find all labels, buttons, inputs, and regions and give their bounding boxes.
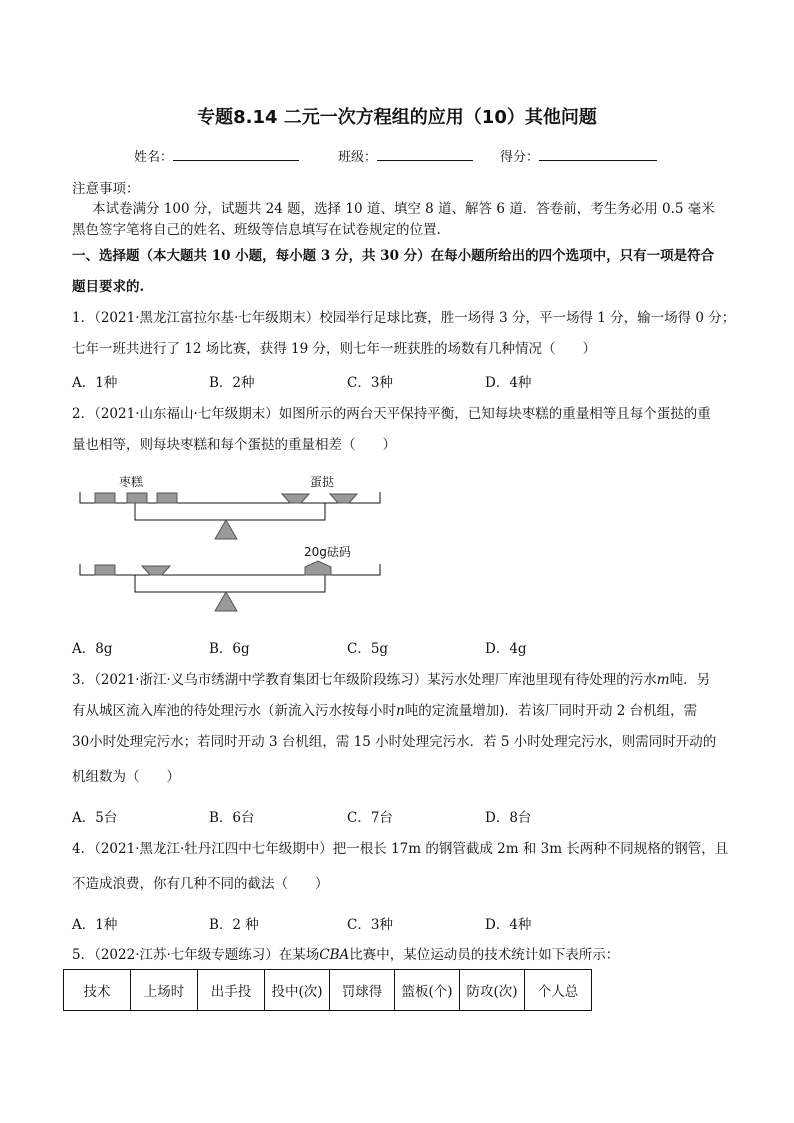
tart-shape [142,566,170,575]
score-label: 得分： [500,150,540,165]
var-n: n [396,703,405,719]
fulcrum-bottom [215,592,237,611]
q2-option-d: D．4g [485,641,527,657]
table-header-cell: 罚球得 [330,970,395,1011]
weight-shape [305,561,331,575]
table-header-cell: 防攻(次) [460,970,525,1011]
tart-shape [330,494,357,503]
q2-option-c: C．5g [347,641,389,657]
class-label: 班级： [338,150,378,165]
q2-line-1: 2．（2021·山东福山·七年级期末）如图所示的两台天平保持平衡，已知每块枣糕的重量相等且每个蛋挞的重 [72,406,711,422]
table-header-cell: 上场时 [131,970,198,1011]
q2-option-b: B．6g [209,641,250,657]
score-blank [539,148,657,161]
q4-option-a: A．1种 [72,917,118,933]
notice-heading: 注意事项： [72,181,140,197]
notice-line-1: 本试卷满分 100 分，试题共 24 题，选择 10 道、填空 8 道、解答 6 道．答卷前，考生务必用 0.5 毫米 [92,201,715,217]
q3-option-c: C．7台 [347,810,393,826]
table-header-cell: 篮板(个) [395,970,460,1011]
name-blank [173,148,299,161]
q4-option-c: C．3种 [347,917,393,933]
q4-option-b: B．2 种 [209,917,259,933]
q4-option-d: D．4种 [485,917,532,933]
q1-line-1: 1．（2021·黑龙江富拉尔基·七年级期末）校园举行足球比赛，胜一场得 3 分，平一场得 1 分，输一场得 0 分； [72,310,736,326]
q3-line-4: 机组数为（ ） [72,769,180,785]
label-weight: 20g砝码 [304,545,351,559]
q3-line-2 [72,701,697,721]
q3-option-a: A．5台 [72,810,118,826]
name-label: 姓名： [134,150,174,165]
score-field [500,146,657,165]
cake-block [95,565,115,575]
name-field [134,146,299,165]
q1-option-a: A．1种 [72,375,118,391]
balance-scale-bottom [80,544,380,611]
stats-table [63,969,592,1011]
balance-figure [60,470,400,620]
label-cake: 枣糕 [119,475,144,489]
q3-line-2-tail: 吨的定流量增加)．若该厂同时开动 2 台机组，需 [404,703,698,719]
cake-block [95,493,115,503]
page-title: 专题8.14 二元一次方程组的应用（10）其他问题 [197,107,597,128]
notice-line-2: 黑色签字笔将自己的姓名、班级等信息填写在试卷规定的位置. [72,222,441,238]
section-heading-line-1: 一、选择题（本大题共 10 小题，每小题 3 分，共 30 分）在每小题所给出的四个选项中，只有一项是符合 [72,248,715,264]
class-blank [377,148,473,161]
q2-line-2: 量也相等，则每块枣糕和每个蛋挞的重量相差（ ） [72,437,396,453]
q3-line-2-text: 有从城区流入库池的待处理污水（新流入污水按每小时 [72,703,396,719]
balance-scale-top [80,474,380,539]
cba-text: CBA [319,947,350,963]
q1-option-c: C．3种 [347,375,393,391]
cake-block [157,493,177,503]
class-field [338,146,473,165]
table-row [64,970,592,1011]
q3-line-1-text: 3．（2021·浙江·义乌市绣湖中学教育集团七年级阶段练习）某污水处理厂库池里现有待处理的污水 [72,672,657,688]
cake-block [127,493,147,503]
table-header-cell: 投中(次) [265,970,330,1011]
fulcrum-top [215,520,237,539]
q3-option-b: B．6台 [209,810,255,826]
var-m: m [656,672,670,688]
q3-option-d: D．8台 [485,810,532,826]
q3-line-3: 30小时处理完污水；若同时开动 3 台机组，需 15 小时处理完污水．若 5 小时处理完污水，则需同时开动的 [72,734,717,750]
table-header-cell: 出手投 [198,970,265,1011]
table-header-cell: 技术 [64,970,131,1011]
table-header-cell: 个人总 [525,970,592,1011]
q4-line-2: 不造成浪费，你有几种不同的截法（ ） [72,876,329,892]
q1-line-2: 七年一班共进行了 12 场比赛，获得 19 分，则七年一班获胜的场数有几种情况（ ） [72,341,597,357]
q3-line-1-tail: 吨．另 [669,672,711,688]
label-tart: 蛋挞 [310,475,335,489]
q1-option-d: D．4种 [485,375,532,391]
q3-line-1 [72,670,710,690]
tart-shape [282,494,309,503]
q5-line-1 [72,945,619,965]
q5-line-1-tail: 比赛中，某位运动员的技术统计如下表所示： [349,947,620,963]
q2-option-a: A．8g [72,641,113,657]
section-heading-line-2: 题目要求的. [72,279,145,295]
q4-line-1: 4．（2021·黑龙江·牡丹江四中七年级期中）把一根长 17m 的钢管截成 2m 和 3m 长两种不同规格的钢管，且 [72,841,729,857]
q5-line-1-text: 5．（2022·江苏·七年级专题练习）在某场 [72,947,320,963]
q1-option-b: B．2种 [209,375,255,391]
